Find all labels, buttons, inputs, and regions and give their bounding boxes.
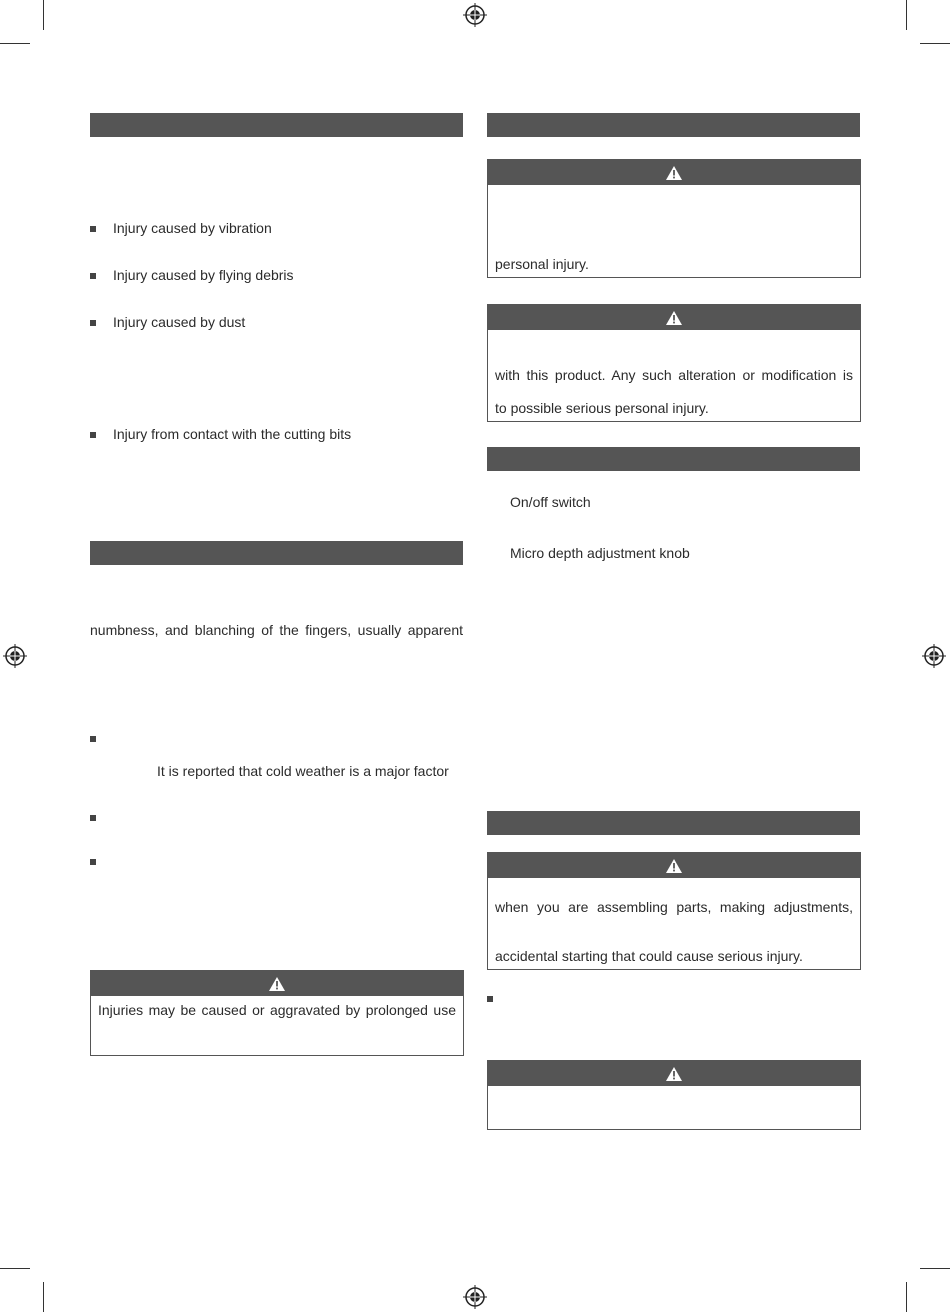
warning-box-header: [488, 160, 860, 185]
warning-triangle-icon: [665, 310, 683, 326]
hazard-item-dust: Injury caused by dust: [113, 314, 246, 330]
section-header-bar: [487, 811, 860, 835]
registration-mark-icon: [463, 1285, 487, 1309]
section-header-bar: [90, 541, 463, 565]
warning-box-header: [91, 971, 463, 996]
bullet-icon: [90, 432, 96, 438]
warning-triangle-icon: [665, 858, 683, 874]
crop-mark: [920, 1268, 950, 1269]
registration-mark-icon: [463, 3, 487, 27]
warning-box: [487, 1060, 861, 1130]
warning-box: [487, 304, 861, 422]
warning-box-text: Injuries may be caused or aggravated by prolonged use: [98, 1002, 456, 1018]
section-header-bar: [487, 113, 860, 137]
warning-box: [487, 159, 861, 278]
warning-triangle-icon: [268, 976, 286, 992]
bullet-icon: [90, 226, 96, 232]
warning-box-text-line: when you are assembling parts, making adjustments,: [495, 899, 853, 915]
hazard-item-vibration: Injury caused by vibration: [113, 220, 272, 236]
warning-box-text-line: with this product. Any such alteration or modification is: [495, 367, 853, 383]
registration-mark-icon: [3, 644, 27, 668]
warning-box-header: [488, 305, 860, 330]
vibration-description-line: numbness, and blanching of the fingers, usually apparent: [90, 622, 463, 638]
bullet-icon: [90, 815, 96, 821]
crop-mark: [906, 1282, 907, 1312]
bullet-icon: [90, 273, 96, 279]
crop-mark: [0, 1268, 30, 1269]
bullet-icon: [487, 996, 493, 1002]
registration-mark-icon: [922, 644, 946, 668]
warning-box: [90, 970, 464, 1056]
warning-triangle-icon: [665, 165, 683, 181]
warning-box-text: personal injury.: [495, 256, 589, 272]
warning-box-text-line: accidental starting that could cause serious injury.: [495, 948, 803, 964]
bullet-icon: [90, 736, 96, 742]
crop-mark: [43, 1282, 44, 1312]
warning-triangle-icon: [665, 1066, 683, 1082]
crop-mark: [906, 0, 907, 30]
warning-box: [487, 852, 861, 970]
hazard-item-cutting-bits: Injury from contact with the cutting bits: [113, 426, 352, 442]
cold-weather-line: It is reported that cold weather is a major factor: [157, 763, 449, 779]
warning-box-header: [488, 853, 860, 878]
bullet-icon: [90, 859, 96, 865]
feature-on-off-switch: On/off switch: [510, 494, 591, 510]
warning-box-header: [488, 1061, 860, 1086]
hazard-item-flying-debris: Injury caused by flying debris: [113, 267, 294, 283]
crop-mark: [920, 43, 950, 44]
crop-mark: [0, 43, 30, 44]
section-header-bar: [90, 113, 463, 137]
feature-micro-depth-knob: Micro depth adjustment knob: [510, 545, 690, 561]
bullet-icon: [90, 320, 96, 326]
crop-mark: [43, 0, 44, 30]
warning-box-text-line: to possible serious personal injury.: [495, 400, 709, 416]
section-header-bar: [487, 447, 860, 471]
